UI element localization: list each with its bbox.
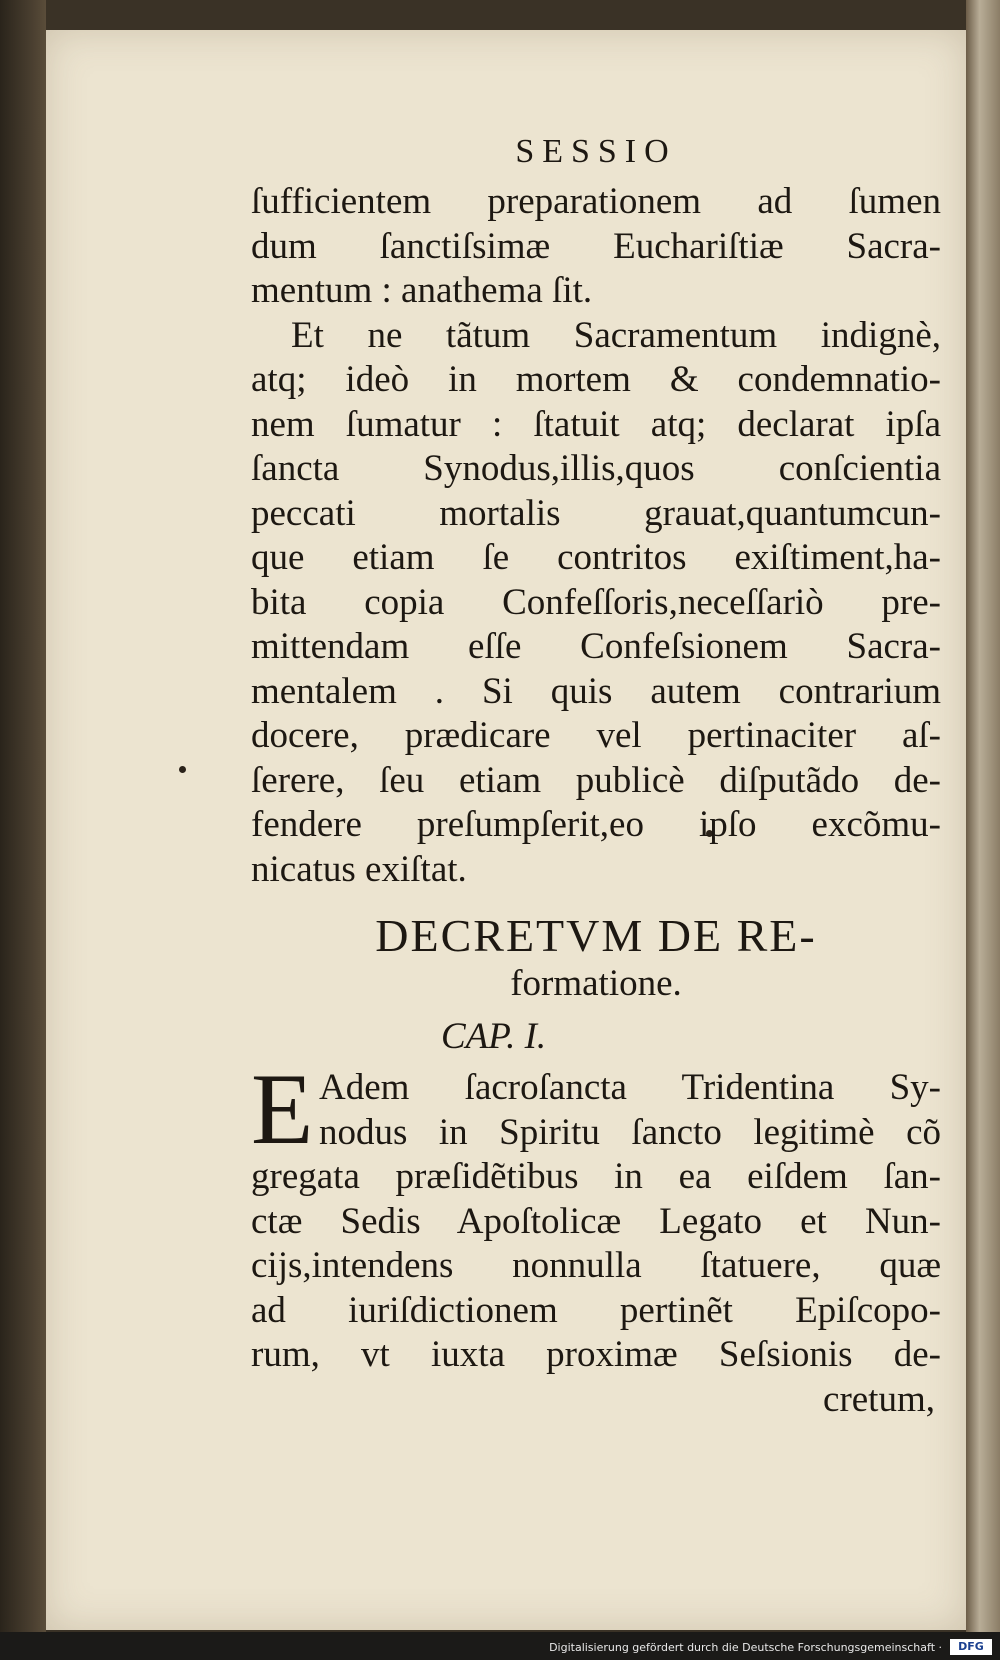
paragraph-1: [251, 180, 941, 314]
drop-cap-initial: E: [251, 1053, 314, 1166]
decree-heading: DECRETVM DE RE-: [375, 910, 817, 961]
text-line: gregata præſidẽtibus in ea eiſdem ſan-: [251, 1156, 941, 1197]
paragraph-3: [251, 1053, 941, 1378]
chapter-label: CAP. I.: [441, 1016, 547, 1057]
text-line: Et ne tãtum Sacramentum indignè,: [291, 314, 941, 356]
text-line: que etiam ſe contritos exiſtiment,ha-: [251, 537, 941, 578]
text-line: ſancta Synodus,illis,quos conſcientia: [251, 448, 941, 489]
dfg-logo-icon: DFG: [950, 1639, 992, 1655]
text-line: nodus in Spiritu ſancto legitimè cõ: [319, 1111, 941, 1153]
book-page: [46, 30, 966, 1630]
text-line: ad iuriſdictionem pertinẽt Epiſcopo-: [251, 1289, 941, 1331]
funding-credit: Digitalisierung gefördert durch die Deutsche Forschungsgemeinschaft ·: [549, 1641, 942, 1654]
text-line: peccati mortalis grauat,quantumcun-: [251, 492, 941, 534]
digitization-footer: [0, 1632, 1000, 1660]
text-line: bita copia Confeſſoris,neceſſariò pre-: [251, 581, 941, 623]
text-line: fendere preſumpſerit,eo ipſo excõmu-: [251, 804, 941, 845]
catchword: cretum,: [823, 1378, 935, 1420]
text-line: ſufficientem preparationem ad ſumen: [251, 181, 941, 222]
text-line: Adem ſacroſancta Tridentina Sy-: [319, 1067, 941, 1108]
margin-mark: [179, 766, 186, 773]
scan-binding-edge: [0, 0, 46, 1632]
text-line: rum, vt iuxta proximæ Seſsionis de-: [251, 1334, 941, 1375]
text-line: mentum : anathema ſit.: [251, 270, 593, 311]
text-line: nem ſumatur : ſtatuit atq; declarat ipſa: [251, 403, 941, 445]
text-line: docere, prædicare vel pertinaciter aſ-: [251, 715, 941, 756]
text-line: dum ſanctiſsimæ Euchariſtiæ Sacra-: [251, 225, 941, 267]
page-text: [251, 130, 941, 1422]
text-line: ſerere, ſeu etiam publicè diſputãdo de-: [251, 759, 941, 801]
text-line: nicatus exiſtat.: [251, 848, 467, 890]
text-line: atq; ideò in mortem & condemnatio-: [251, 359, 941, 400]
text-line: cijs,intendens nonnulla ſtatuere, quæ: [251, 1245, 941, 1286]
text-line: ctæ Sedis Apoſtolicæ Legato et Nun-: [251, 1200, 941, 1242]
scan-page-edge: [966, 0, 1000, 1632]
decree-subheading: formatione.: [510, 963, 682, 1004]
text-line: mentalem . Si quis autem contrarium: [251, 670, 941, 712]
text-line: mittendam eſſe Confeſsionem Sacra-: [251, 626, 941, 667]
running-head: SESSIO: [515, 133, 677, 170]
paragraph-2: [251, 314, 941, 893]
